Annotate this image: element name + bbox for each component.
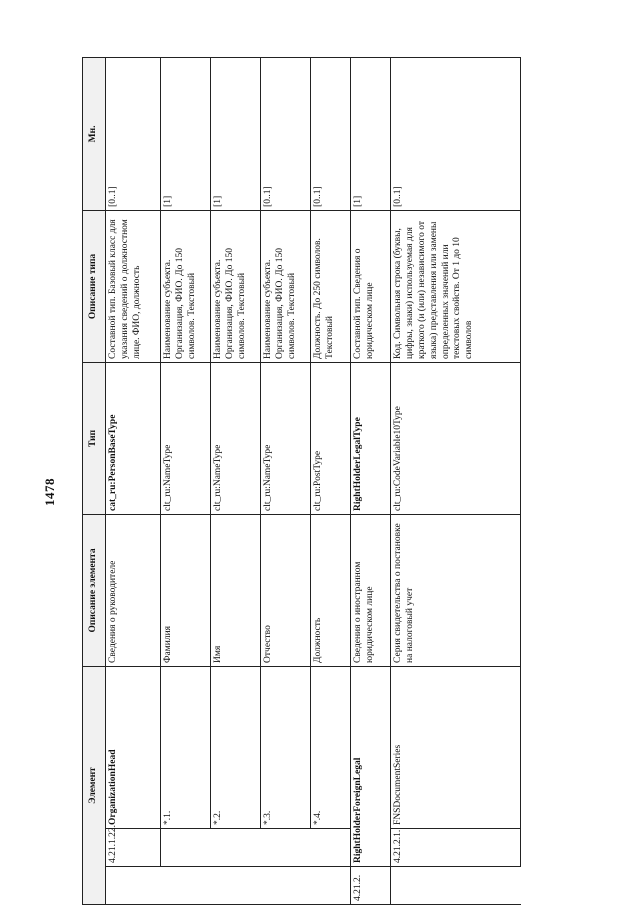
type-description: Код. Символьная строка (буквы, цифры, знаки) используемая для краткого (и (или) независимого от языка) представления или замены определенных значений или текстовых свойств. От 1 до 10 символов: [391, 210, 521, 362]
type-name: clt_ru:CodeVariable10Type: [391, 362, 521, 514]
type-description: Наименование субъекта. Организация, ФИО. До 150 символов. Текстовый: [211, 210, 261, 362]
table-row: [161, 57, 211, 904]
type-description: Должность. До 250 символов. Текстовый: [311, 210, 351, 362]
multiplicity: [1]: [211, 57, 261, 210]
element-name: OrganizationHead: [106, 666, 161, 828]
multiplicity: [0..1]: [261, 57, 311, 210]
table-row: [311, 57, 351, 904]
type-name: clt_ru:PostType: [311, 362, 351, 514]
multiplicity: [0..1]: [391, 57, 521, 210]
indent-cell: [211, 829, 261, 867]
table-row: [391, 57, 521, 904]
header-type: Тип: [83, 362, 106, 514]
header-multiplicity: Мн.: [83, 57, 106, 210]
type-name: clt_ru:NameType: [261, 362, 311, 514]
indent-cell: [311, 829, 351, 867]
multiplicity: [1]: [351, 57, 391, 210]
row-number: *.1.: [161, 666, 211, 828]
element-name: FNSDocumentSeries: [391, 666, 521, 828]
rotated-table-wrap: [82, 58, 507, 905]
indent-cell: [261, 829, 311, 867]
header-row: [83, 57, 106, 904]
element-name: RightHolderForeignLegal: [351, 666, 391, 866]
type-name: clt_ru:NameType: [161, 362, 211, 514]
table-row: [211, 57, 261, 904]
row-number: *.2.: [211, 666, 261, 828]
element-description: Отчество: [261, 514, 311, 666]
header-element: Элемент: [83, 666, 106, 904]
element-description: Должность: [311, 514, 351, 666]
type-name: cat_ru:PersonBaseType: [106, 362, 161, 514]
type-description: Составной тип. Базовый класс для указания сведений о должностном лице. ФИО, должность: [106, 210, 161, 362]
row-number: *.4.: [311, 666, 351, 828]
multiplicity: [0..1]: [311, 57, 351, 210]
page-number: 1478: [42, 478, 57, 506]
multiplicity: [0..1]: [106, 57, 161, 210]
type-description: Наименование субъекта. Организация, ФИО. До 150 символов. Текстовый: [261, 210, 311, 362]
element-description: Имя: [211, 514, 261, 666]
indent-cell: [161, 829, 211, 867]
element-description: Серия свидетельства о постановке на налоговый учет: [391, 514, 521, 666]
table-row: [261, 57, 311, 904]
indent-cell: [106, 867, 351, 905]
table-row: [106, 57, 161, 904]
row-number: 4.21.1.22.: [106, 829, 161, 867]
row-number: 4.21.2.1.: [391, 829, 521, 867]
row-number: *.3.: [261, 666, 311, 828]
indent-cell: [391, 867, 521, 905]
element-description: Сведения о руководителе: [106, 514, 161, 666]
header-type-desc: Описание типа: [83, 210, 106, 362]
type-description: Составной тип. Сведения о юридическом лице: [351, 210, 391, 362]
element-description: Сведения о иностранном юридическом лице: [351, 514, 391, 666]
element-description: Фамилия: [161, 514, 211, 666]
type-name: clt_ru:NameType: [211, 362, 261, 514]
type-description: Наименование субъекта. Организация, ФИО. До 150 символов. Текстовый: [161, 210, 211, 362]
multiplicity: [1]: [161, 57, 211, 210]
type-name: RightHolderLegalType: [351, 362, 391, 514]
header-element-desc: Описание элемента: [83, 514, 106, 666]
table-row: [351, 57, 391, 904]
row-number: 4.21.2.: [351, 867, 391, 905]
schema-table: [82, 57, 521, 905]
